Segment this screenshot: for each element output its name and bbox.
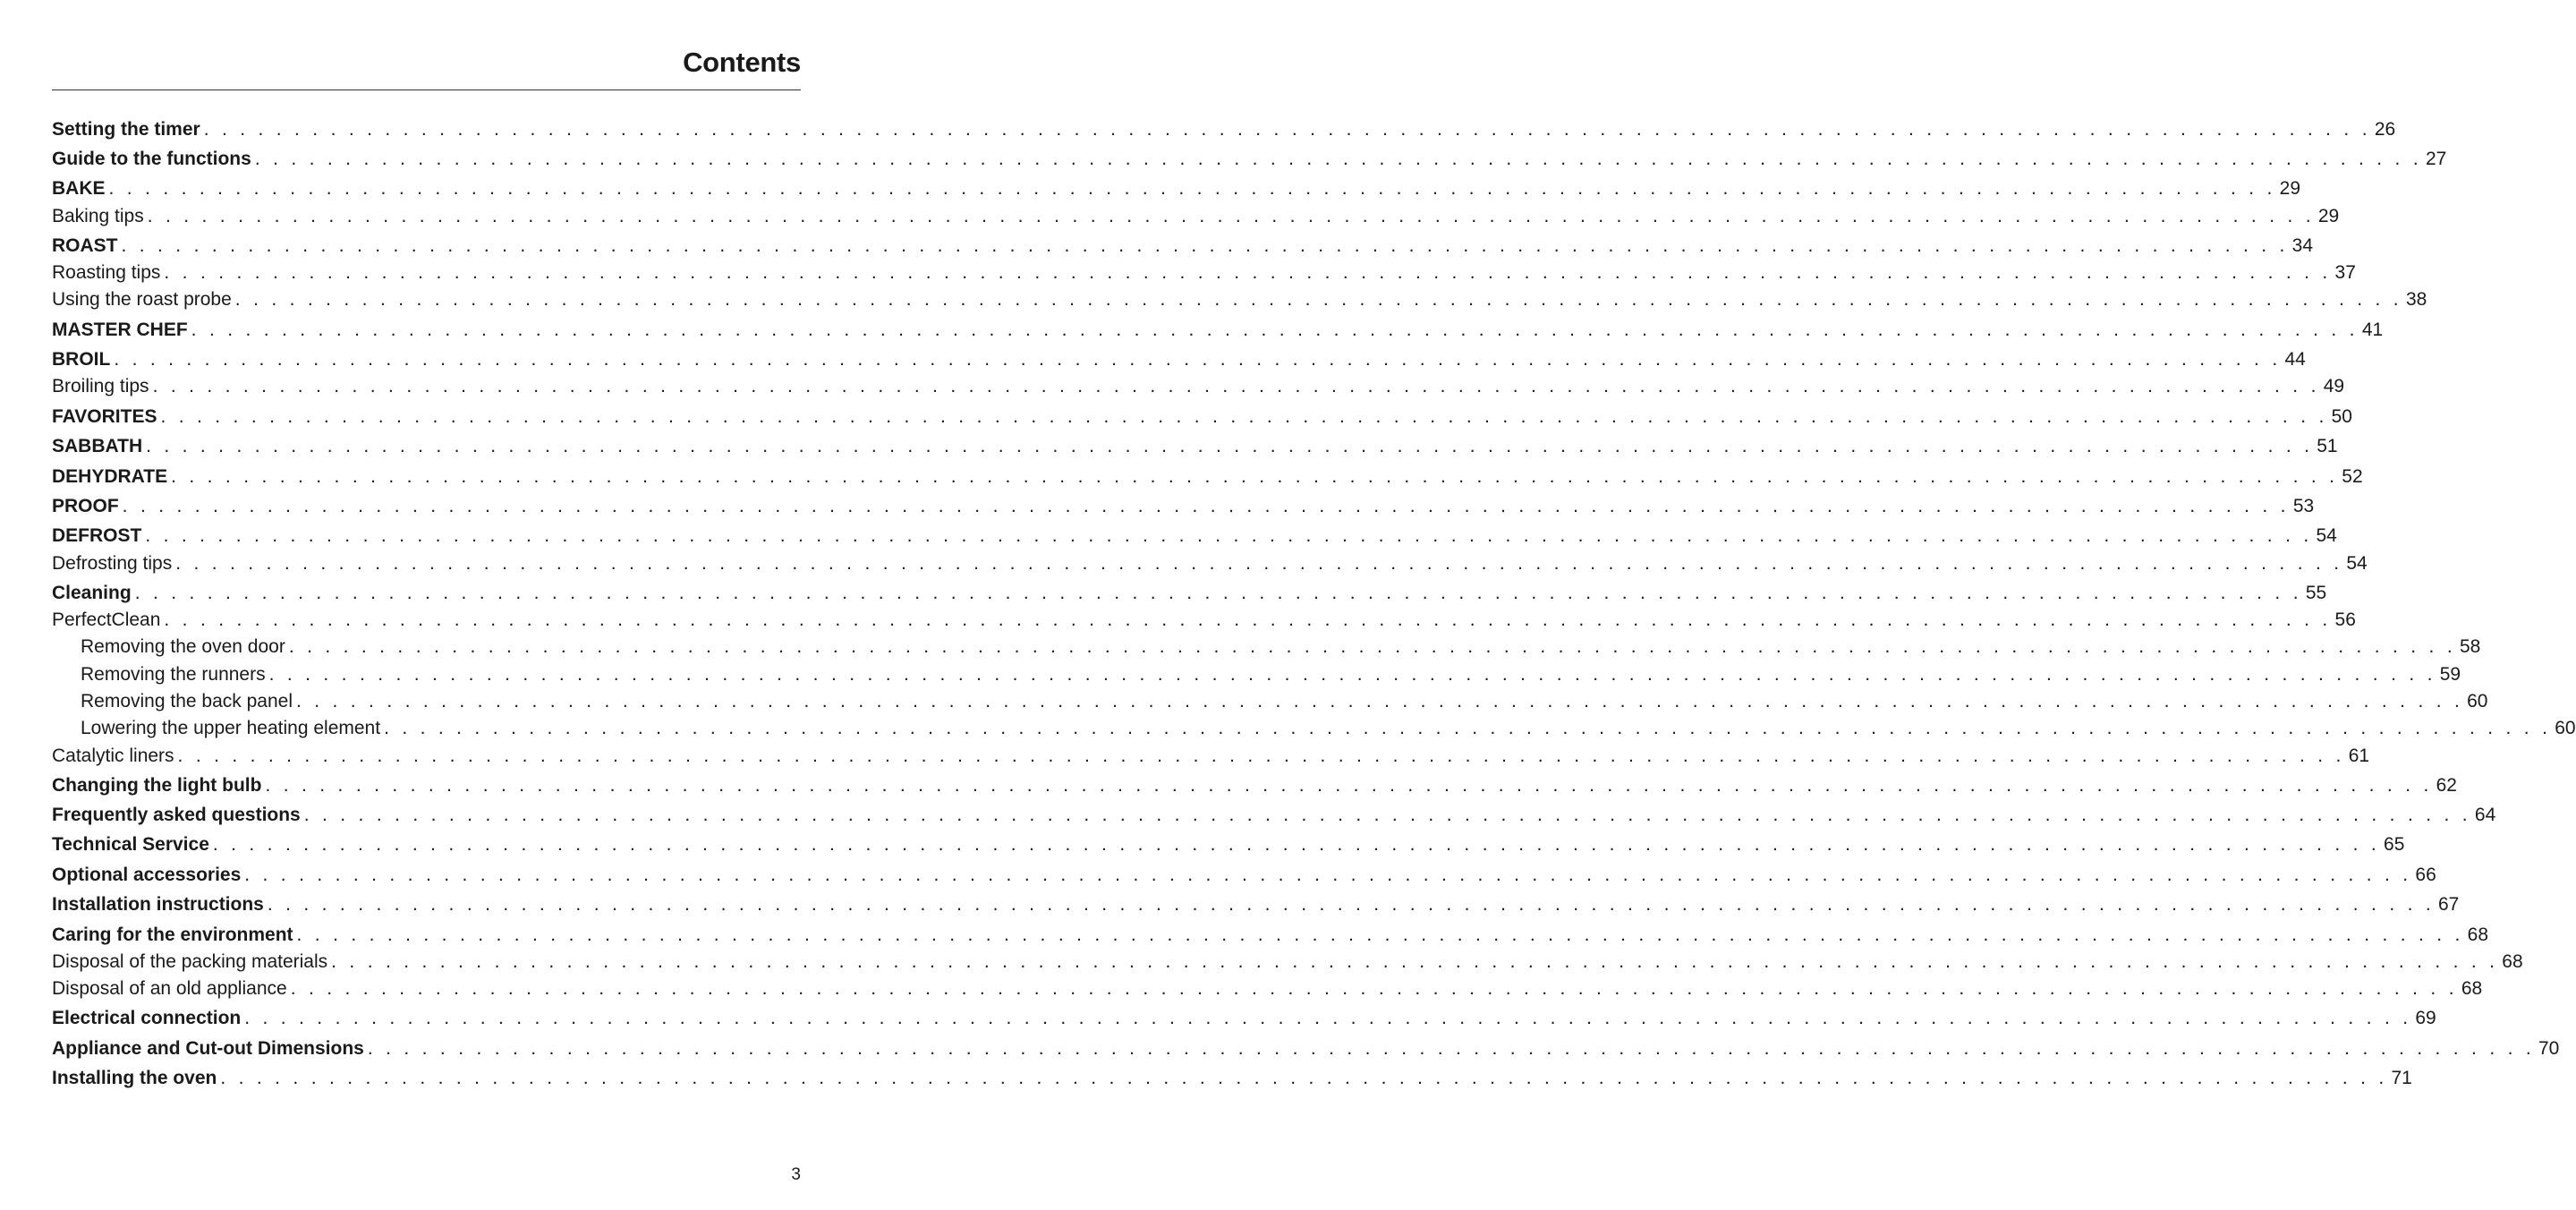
toc-entry-label: Defrosting tips [52, 553, 173, 574]
toc-entry-page: 50 [2331, 406, 2352, 427]
toc-entry[interactable] [52, 348, 2306, 371]
toc-entry-label: BAKE [52, 178, 106, 199]
toc-entry-label: PROOF [52, 496, 119, 516]
toc-entry[interactable] [52, 288, 2427, 311]
toc-entry-label: Installing the oven [52, 1068, 217, 1088]
toc-entry-label: Guide to the functions [52, 149, 251, 169]
toc-leader-dots: . . . . . . . . . . . . . . . . . . . . . . . . . . . . . . . . . . . . . . . . . . . . . . . . . . . . . . . . . . . . . . . . . . . . . . . . . . . . . . . . . . . . . . . . . . . . . . . . . . . . . . . . . . . . . . . . . . . . . . . . [122, 496, 2290, 516]
toc-entry[interactable] [52, 1037, 2560, 1061]
toc-entry-page: 68 [2461, 978, 2483, 999]
toc-entry-page: 37 [2334, 262, 2356, 283]
toc-entry-label: Electrical connection [52, 1008, 242, 1028]
toc-leader-dots: . . . . . . . . . . . . . . . . . . . . . . . . . . . . . . . . . . . . . . . . . . . . . . . . . . . . . . . . . . . . . . . . . . . . . . . . . . . . . . . . . . . . . . . . . . . . . . . . . . . . . . . . . . . . . . . . . . . . . . . . [267, 894, 2435, 915]
toc-entry-label: Lowering the upper heating element [81, 718, 381, 738]
toc-leader-dots: . . . . . . . . . . . . . . . . . . . . . . . . . . . . . . . . . . . . . . . . . . . . . . . . . . . . . . . . . . . . . . . . . . . . . . . . . . . . . . . . . . . . . . . . . . . . . . . . . . . . . . . . . . . . . . . . . . . . . . . . [160, 406, 2328, 427]
toc-entry-label: Optional accessories [52, 865, 242, 885]
toc-entry-page: 69 [2415, 1008, 2436, 1028]
toc-entry-page: 44 [2284, 349, 2306, 370]
toc-leader-dots: . . . . . . . . . . . . . . . . . . . . . . . . . . . . . . . . . . . . . . . . . . . . . . . . . . . . . . . . . . . . . . . . . . . . . . . . . . . . . . . . . . . . . . . . . . . . . . . . . . . . . . . . . . . . . . . . . . . . . . . . [288, 636, 2456, 657]
toc-entry-label: Changing the light bulb [52, 775, 262, 796]
toc-leader-dots: . . . . . . . . . . . . . . . . . . . . . . . . . . . . . . . . . . . . . . . . . . . . . . . . . . . . . . . . . . . . . . . . . . . . . . . . . . . . . . . . . . . . . . . . . . . . . . . . . . . . . . . . . . . . . . . . . . . . . . . . [164, 609, 2332, 630]
toc-entry-label: ROAST [52, 235, 118, 256]
toc-leader-dots: . . . . . . . . . . . . . . . . . . . . . . . . . . . . . . . . . . . . . . . . . . . . . . . . . . . . . . . . . . . . . . . . . . . . . . . . . . . . . . . . . . . . . . . . . . . . . . . . . . . . . . . . . . . . . . . . . . . . . . . . [146, 436, 2314, 456]
toc-entry[interactable] [52, 833, 2405, 856]
toc-leader-dots: . . . . . . . . . . . . . . . . . . . . . . . . . . . . . . . . . . . . . . . . . . . . . . . . . . . . . . . . . . . . . . . . . . . . . . . . . . . . . . . . . . . . . . . . . . . . . . . . . . . . . . . . . . . . . . . . . . . . . . . . [134, 583, 2302, 603]
toc-leader-dots: . . . . . . . . . . . . . . . . . . . . . . . . . . . . . . . . . . . . . . . . . . . . . . . . . . . . . . . . . . . . . . . . . . . . . . . . . . . . . . . . . . . . . . . . . . . . . . . . . . . . . . . . . . . . . . . . . . . . . . . . [254, 149, 2422, 169]
toc-entry[interactable] [52, 924, 2489, 947]
toc-leader-dots: . . . . . . . . . . . . . . . . . . . . . . . . . . . . . . . . . . . . . . . . . . . . . . . . . . . . . . . . . . . . . . . . . . . . . . . . . . . . . . . . . . . . . . . . . . . . . . . . . . . . . . . . . . . . . . . . . . . . . . . . [152, 376, 2320, 396]
page-title: Contents [683, 47, 801, 78]
toc-entry[interactable] [52, 234, 2313, 258]
toc-entry[interactable] [52, 465, 2363, 489]
toc-entry-page: 68 [2467, 925, 2489, 945]
toc-entry-label: PerfectClean [52, 609, 161, 630]
toc-entry-label: Caring for the environment [52, 925, 293, 945]
toc-leader-dots: . . . . . . . . . . . . . . . . . . . . . . . . . . . . . . . . . . . . . . . . . . . . . . . . . . . . . . . . . . . . . . . . . . . . . . . . . . . . . . . . . . . . . . . . . . . . . . . . . . . . . . . . . . . . . . . . . . . . . . . . [121, 235, 2289, 256]
toc-entry-label: Installation instructions [52, 894, 264, 915]
toc-leader-dots: . . . . . . . . . . . . . . . . . . . . . . . . . . . . . . . . . . . . . . . . . . . . . . . . . . . . . . . . . . . . . . . . . . . . . . . . . . . . . . . . . . . . . . . . . . . . . . . . . . . . . . . . . . . . . . . . . . . . . . . . [290, 978, 2458, 999]
toc-leader-dots: . . . . . . . . . . . . . . . . . . . . . . . . . . . . . . . . . . . . . . . . . . . . . . . . . . . . . . . . . . . . . . . . . . . . . . . . . . . . . . . . . . . . . . . . . . . . . . . . . . . . . . . . . . . . . . . . . . . . . . . . [244, 865, 2412, 885]
toc-entry-label: Removing the runners [81, 664, 266, 685]
toc-entry[interactable] [52, 177, 2301, 200]
toc-entry-label: DEFROST [52, 525, 142, 546]
toc-entry-page: 59 [2439, 664, 2461, 685]
toc-entry-page: 49 [2323, 376, 2345, 396]
toc-entry-label: Setting the timer [52, 119, 200, 140]
toc-leader-dots: . . . . . . . . . . . . . . . . . . . . . . . . . . . . . . . . . . . . . . . . . . . . . . . . . . . . . . . . . . . . . . . . . . . . . . . . . . . . . . . . . . . . . . . . . . . . . . . . . . . . . . . . . . . . . . . . . . . . . . . . [234, 289, 2402, 310]
toc-entry[interactable] [52, 375, 2345, 398]
toc-entry-page: 66 [2415, 865, 2436, 885]
toc-entry[interactable] [52, 635, 2481, 659]
toc-entry-page: 51 [2317, 436, 2338, 456]
toc-leader-dots: . . . . . . . . . . . . . . . . . . . . . . . . . . . . . . . . . . . . . . . . . . . . . . . . . . . . . . . . . . . . . . . . . . . . . . . . . . . . . . . . . . . . . . . . . . . . . . . . . . . . . . . . . . . . . . . . . . . . . . . . [145, 525, 2313, 546]
toc-entry-page: 61 [2348, 746, 2370, 766]
toc-entry-label: Broiling tips [52, 376, 149, 396]
toc-entry-label: FAVORITES [52, 406, 157, 427]
toc-entry-page: 26 [2374, 119, 2396, 140]
toc-leader-dots: . . . . . . . . . . . . . . . . . . . . . . . . . . . . . . . . . . . . . . . . . . . . . . . . . . . . . . . . . . . . . . . . . . . . . . . . . . . . . . . . . . . . . . . . . . . . . . . . . . . . . . . . . . . . . . . . . . . . . . . . [295, 691, 2464, 712]
toc-entry[interactable] [52, 319, 2384, 342]
toc-entry[interactable] [52, 893, 2460, 916]
toc-entry-label: Cleaning [52, 583, 132, 603]
toc-entry-page: 64 [2474, 805, 2496, 825]
toc-entry[interactable] [52, 977, 2483, 1001]
toc-leader-dots: . . . . . . . . . . . . . . . . . . . . . . . . . . . . . . . . . . . . . . . . . . . . . . . . . . . . . . . . . . . . . . . . . . . . . . . . . . . . . . . . . . . . . . . . . . . . . . . . . . . . . . . . . . . . . . . . . . . . . . . . [331, 951, 2499, 972]
toc-entry-page: 56 [2334, 609, 2356, 630]
toc-entry-label: Appliance and Cut-out Dimensions [52, 1038, 364, 1059]
toc-entry-label: Removing the oven door [81, 636, 285, 657]
toc-leader-dots: . . . . . . . . . . . . . . . . . . . . . . . . . . . . . . . . . . . . . . . . . . . . . . . . . . . . . . . . . . . . . . . . . . . . . . . . . . . . . . . . . . . . . . . . . . . . . . . . . . . . . . . . . . . . . . . . . . . . . . . . [220, 1068, 2388, 1088]
toc-entry-label: Disposal of an old appliance [52, 978, 287, 999]
toc-entry-page: 34 [2291, 235, 2313, 256]
toc-entry[interactable] [52, 205, 2340, 228]
toc-leader-dots: . . . . . . . . . . . . . . . . . . . . . . . . . . . . . . . . . . . . . . . . . . . . . . . . . . . . . . . . . . . . . . . . . . . . . . . . . . . . . . . . . . . . . . . . . . . . . . . . . . . . . . . . . . . . . . . . . . . . . . . . [296, 925, 2464, 945]
toc-leader-dots: . . . . . . . . . . . . . . . . . . . . . . . . . . . . . . . . . . . . . . . . . . . . . . . . . . . . . . . . . . . . . . . . . . . . . . . . . . . . . . . . . . . . . . . . . . . . . . . . . . . . . . . . . . . . . . . . . . . . . . . . [108, 178, 2276, 199]
toc-entry-page: 55 [2305, 583, 2327, 603]
toc-entry[interactable] [52, 435, 2338, 458]
toc-leader-dots: . . . . . . . . . . . . . . . . . . . . . . . . . . . . . . . . . . . . . . . . . . . . . . . . . . . . . . . . . . . . . . . . . . . . . . . . . . . . . . . . . . . . . . . . . . . . . . . . . . . . . . . . . . . . . . . . . . . . . . . . [265, 775, 2433, 796]
toc-leader-dots: . . . . . . . . . . . . . . . . . . . . . . . . . . . . . . . . . . . . . . . . . . . . . . . . . . . . . . . . . . . . . . . . . . . . . . . . . . . . . . . . . . . . . . . . . . . . . . . . . . . . . . . . . . . . . . . . . . . . . . . . [244, 1008, 2412, 1028]
toc-leader-dots: . . . . . . . . . . . . . . . . . . . . . . . . . . . . . . . . . . . . . . . . . . . . . . . . . . . . . . . . . . . . . . . . . . . . . . . . . . . . . . . . . . . . . . . . . . . . . . . . . . . . . . . . . . . . . . . . . . . . . . . . [367, 1038, 2535, 1059]
toc-entry[interactable] [52, 118, 2396, 141]
toc-entry-label: Catalytic liners [52, 746, 174, 766]
toc-leader-dots: . . . . . . . . . . . . . . . . . . . . . . . . . . . . . . . . . . . . . . . . . . . . . . . . . . . . . . . . . . . . . . . . . . . . . . . . . . . . . . . . . . . . . . . . . . . . . . . . . . . . . . . . . . . . . . . . . . . . . . . . [177, 746, 2345, 766]
toc-entry-page: 60 [2467, 691, 2488, 712]
toc-entry-label: BROIL [52, 349, 111, 370]
toc-entry-label: Roasting tips [52, 262, 161, 283]
title-divider [52, 89, 801, 90]
toc-entry-page: 54 [2346, 553, 2368, 574]
page-number: 3 [791, 1165, 801, 1184]
toc-leader-dots: . . . . . . . . . . . . . . . . . . . . . . . . . . . . . . . . . . . . . . . . . . . . . . . . . . . . . . . . . . . . . . . . . . . . . . . . . . . . . . . . . . . . . . . . . . . . . . . . . . . . . . . . . . . . . . . . . . . . . . . . [212, 834, 2381, 855]
toc-leader-dots: . . . . . . . . . . . . . . . . . . . . . . . . . . . . . . . . . . . . . . . . . . . . . . . . . . . . . . . . . . . . . . . . . . . . . . . . . . . . . . . . . . . . . . . . . . . . . . . . . . . . . . . . . . . . . . . . . . . . . . . . [203, 119, 2371, 140]
toc-leader-dots: . . . . . . . . . . . . . . . . . . . . . . . . . . . . . . . . . . . . . . . . . . . . . . . . . . . . . . . . . . . . . . . . . . . . . . . . . . . . . . . . . . . . . . . . . . . . . . . . . . . . . . . . . . . . . . . . . . . . . . . . [303, 805, 2471, 825]
toc-leader-dots: . . . . . . . . . . . . . . . . . . . . . . . . . . . . . . . . . . . . . . . . . . . . . . . . . . . . . . . . . . . . . . . . . . . . . . . . . . . . . . . . . . . . . . . . . . . . . . . . . . . . . . . . . . . . . . . . . . . . . . . . [114, 349, 2282, 370]
toc-entry-page: 71 [2391, 1068, 2412, 1088]
toc-entry[interactable] [52, 690, 2488, 713]
toc-entry[interactable] [52, 1007, 2436, 1030]
toc-entry-page: 70 [2538, 1038, 2560, 1059]
toc-entry-page: 52 [2342, 466, 2363, 487]
toc-entry[interactable] [52, 609, 2356, 632]
toc-entry-label: Technical Service [52, 834, 209, 855]
toc-entry[interactable] [52, 582, 2327, 605]
toc-entry-page: 65 [2384, 834, 2405, 855]
toc-entry-page: 38 [2405, 289, 2427, 310]
toc-leader-dots: . . . . . . . . . . . . . . . . . . . . . . . . . . . . . . . . . . . . . . . . . . . . . . . . . . . . . . . . . . . . . . . . . . . . . . . . . . . . . . . . . . . . . . . . . . . . . . . . . . . . . . . . . . . . . . . . . . . . . . . . [175, 553, 2343, 574]
toc-entry[interactable] [52, 804, 2496, 827]
toc-leader-dots: . . . . . . . . . . . . . . . . . . . . . . . . . . . . . . . . . . . . . . . . . . . . . . . . . . . . . . . . . . . . . . . . . . . . . . . . . . . . . . . . . . . . . . . . . . . . . . . . . . . . . . . . . . . . . . . . . . . . . . . . [171, 466, 2339, 487]
toc-entry-page: 29 [2279, 178, 2301, 199]
toc-entry-label: DEHYDRATE [52, 466, 168, 487]
toc-entry-page: 60 [2555, 718, 2576, 738]
toc-entry[interactable] [52, 1067, 2412, 1090]
toc-leader-dots: . . . . . . . . . . . . . . . . . . . . . . . . . . . . . . . . . . . . . . . . . . . . . . . . . . . . . . . . . . . . . . . . . . . . . . . . . . . . . . . . . . . . . . . . . . . . . . . . . . . . . . . . . . . . . . . . . . . . . . . . [268, 664, 2436, 685]
toc-entry-label: Disposal of the packing materials [52, 951, 328, 972]
toc-entry-page: 68 [2502, 951, 2523, 972]
toc-leader-dots: . . . . . . . . . . . . . . . . . . . . . . . . . . . . . . . . . . . . . . . . . . . . . . . . . . . . . . . . . . . . . . . . . . . . . . . . . . . . . . . . . . . . . . . . . . . . . . . . . . . . . . . . . . . . . . . . . . . . . . . . [147, 206, 2315, 226]
toc-leader-dots: . . . . . . . . . . . . . . . . . . . . . . . . . . . . . . . . . . . . . . . . . . . . . . . . . . . . . . . . . . . . . . . . . . . . . . . . . . . . . . . . . . . . . . . . . . . . . . . . . . . . . . . . . . . . . . . . . . . . . . . . [191, 320, 2359, 340]
toc-entry[interactable] [52, 405, 2352, 429]
toc-entry-page: 53 [2292, 496, 2315, 516]
toc-entry-page: 41 [2361, 320, 2384, 340]
toc-entry[interactable] [52, 717, 2576, 740]
toc-entry-page: 54 [2316, 525, 2337, 546]
toc-entry-label: Frequently asked questions [52, 805, 301, 825]
toc-entry[interactable] [52, 950, 2523, 974]
toc-leader-dots: . . . . . . . . . . . . . . . . . . . . . . . . . . . . . . . . . . . . . . . . . . . . . . . . . . . . . . . . . . . . . . . . . . . . . . . . . . . . . . . . . . . . . . . . . . . . . . . . . . . . . . . . . . . . . . . . . . . . . . . . [164, 262, 2332, 283]
toc-entry[interactable] [52, 663, 2461, 686]
toc-entry-page: 62 [2436, 775, 2457, 796]
toc-entry-page: 67 [2438, 894, 2460, 915]
toc-entry[interactable] [52, 524, 2337, 548]
toc-entry-label: Using the roast probe [52, 289, 232, 310]
toc-entry[interactable] [52, 552, 2368, 575]
toc-entry-label: Baking tips [52, 206, 144, 226]
toc-entry[interactable] [52, 864, 2436, 887]
toc-entry[interactable] [52, 148, 2447, 171]
toc-entry-label: Removing the back panel [81, 691, 293, 712]
toc-entry[interactable] [52, 261, 2356, 285]
toc-entry[interactable] [52, 495, 2315, 518]
toc-entry-label: SABBATH [52, 436, 143, 456]
toc-entry-label: MASTER CHEF [52, 320, 188, 340]
toc-entry-page: 29 [2317, 206, 2340, 226]
toc-entry[interactable] [52, 774, 2457, 797]
toc-entry[interactable] [52, 745, 2370, 768]
toc-entry-page: 27 [2425, 149, 2447, 169]
toc-leader-dots: . . . . . . . . . . . . . . . . . . . . . . . . . . . . . . . . . . . . . . . . . . . . . . . . . . . . . . . . . . . . . . . . . . . . . . . . . . . . . . . . . . . . . . . . . . . . . . . . . . . . . . . . . . . . . . . . . . . . . . . . [384, 718, 2552, 738]
toc-entry-page: 58 [2459, 636, 2481, 657]
